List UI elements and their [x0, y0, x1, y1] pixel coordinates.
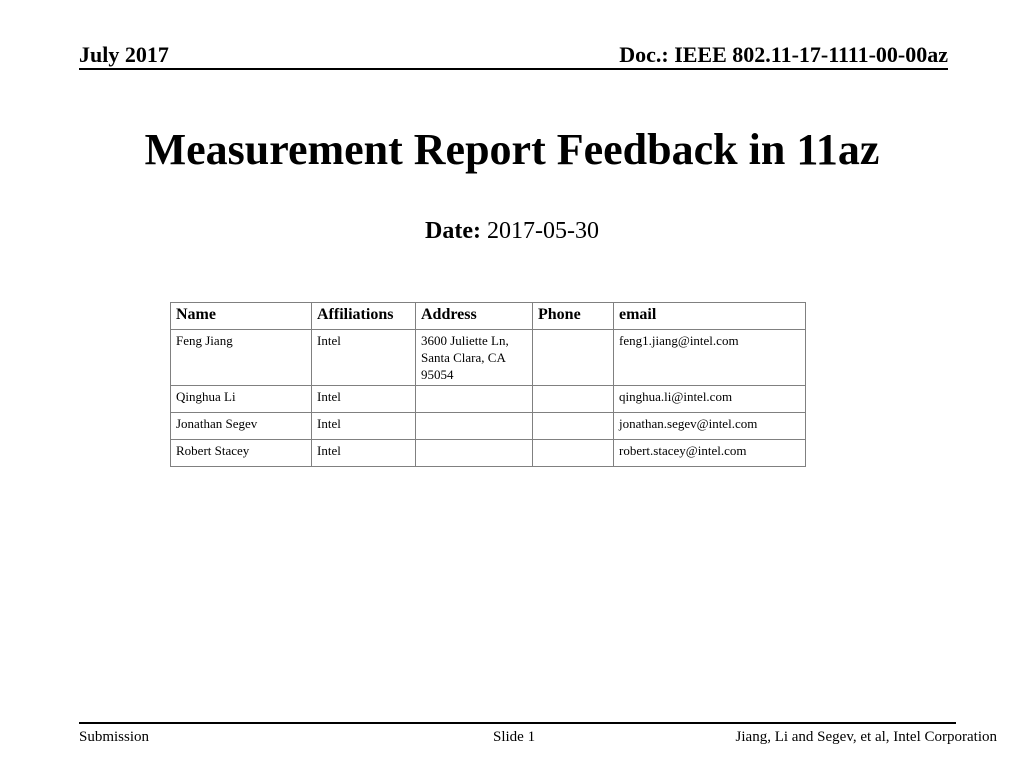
date-value: 2017-05-30 [486, 218, 599, 244]
column-header-name: Name [171, 303, 312, 330]
date-label: Date: [425, 218, 481, 244]
author-email: qinghua.li@intel.com [614, 386, 806, 413]
address-line: Santa Clara, CA [421, 350, 506, 365]
authors-table [170, 302, 806, 467]
author-affiliation: Intel [312, 440, 416, 467]
column-header-address: Address [416, 303, 533, 330]
table-row [171, 386, 806, 413]
author-affiliation: Intel [312, 330, 416, 386]
author-name: Qinghua Li [171, 386, 312, 413]
table-row [171, 440, 806, 467]
table-row [171, 413, 806, 440]
column-header-affiliations: Affiliations [312, 303, 416, 330]
footer-submission: Submission [79, 729, 150, 745]
author-email: jonathan.segev@intel.com [614, 413, 806, 440]
footer-authors: Jiang, Li and Segev, et al, Intel Corporation [735, 729, 997, 745]
column-header-phone: Phone [533, 303, 614, 330]
author-email: robert.stacey@intel.com [614, 440, 806, 467]
header-doc-id: Doc.: IEEE 802.11-17-1111-00-00az [619, 42, 948, 67]
footer-slide-number: Slide 1 [493, 729, 536, 745]
author-email: feng1.jiang@intel.com [614, 330, 806, 386]
author-phone [533, 440, 614, 467]
author-address [416, 440, 533, 467]
address-line: 95054 [421, 367, 454, 382]
table-header-row [171, 303, 806, 330]
author-phone [533, 330, 614, 386]
author-affiliation: Intel [312, 386, 416, 413]
author-address [416, 413, 533, 440]
author-phone [533, 413, 614, 440]
table-row [171, 330, 806, 386]
footer-divider [79, 722, 956, 724]
date-line [0, 216, 1024, 246]
author-address [416, 386, 533, 413]
column-header-email: email [614, 303, 806, 330]
author-address [416, 330, 533, 386]
author-affiliation: Intel [312, 413, 416, 440]
author-name: Robert Stacey [171, 440, 312, 467]
header-divider [79, 68, 948, 70]
author-name: Jonathan Segev [171, 413, 312, 440]
slide-title: Measurement Report Feedback in 11az [144, 125, 880, 174]
author-name: Feng Jiang [171, 330, 312, 386]
author-phone [533, 386, 614, 413]
address-line: 3600 Juliette Ln, [421, 333, 509, 348]
header-date: July 2017 [79, 42, 169, 67]
